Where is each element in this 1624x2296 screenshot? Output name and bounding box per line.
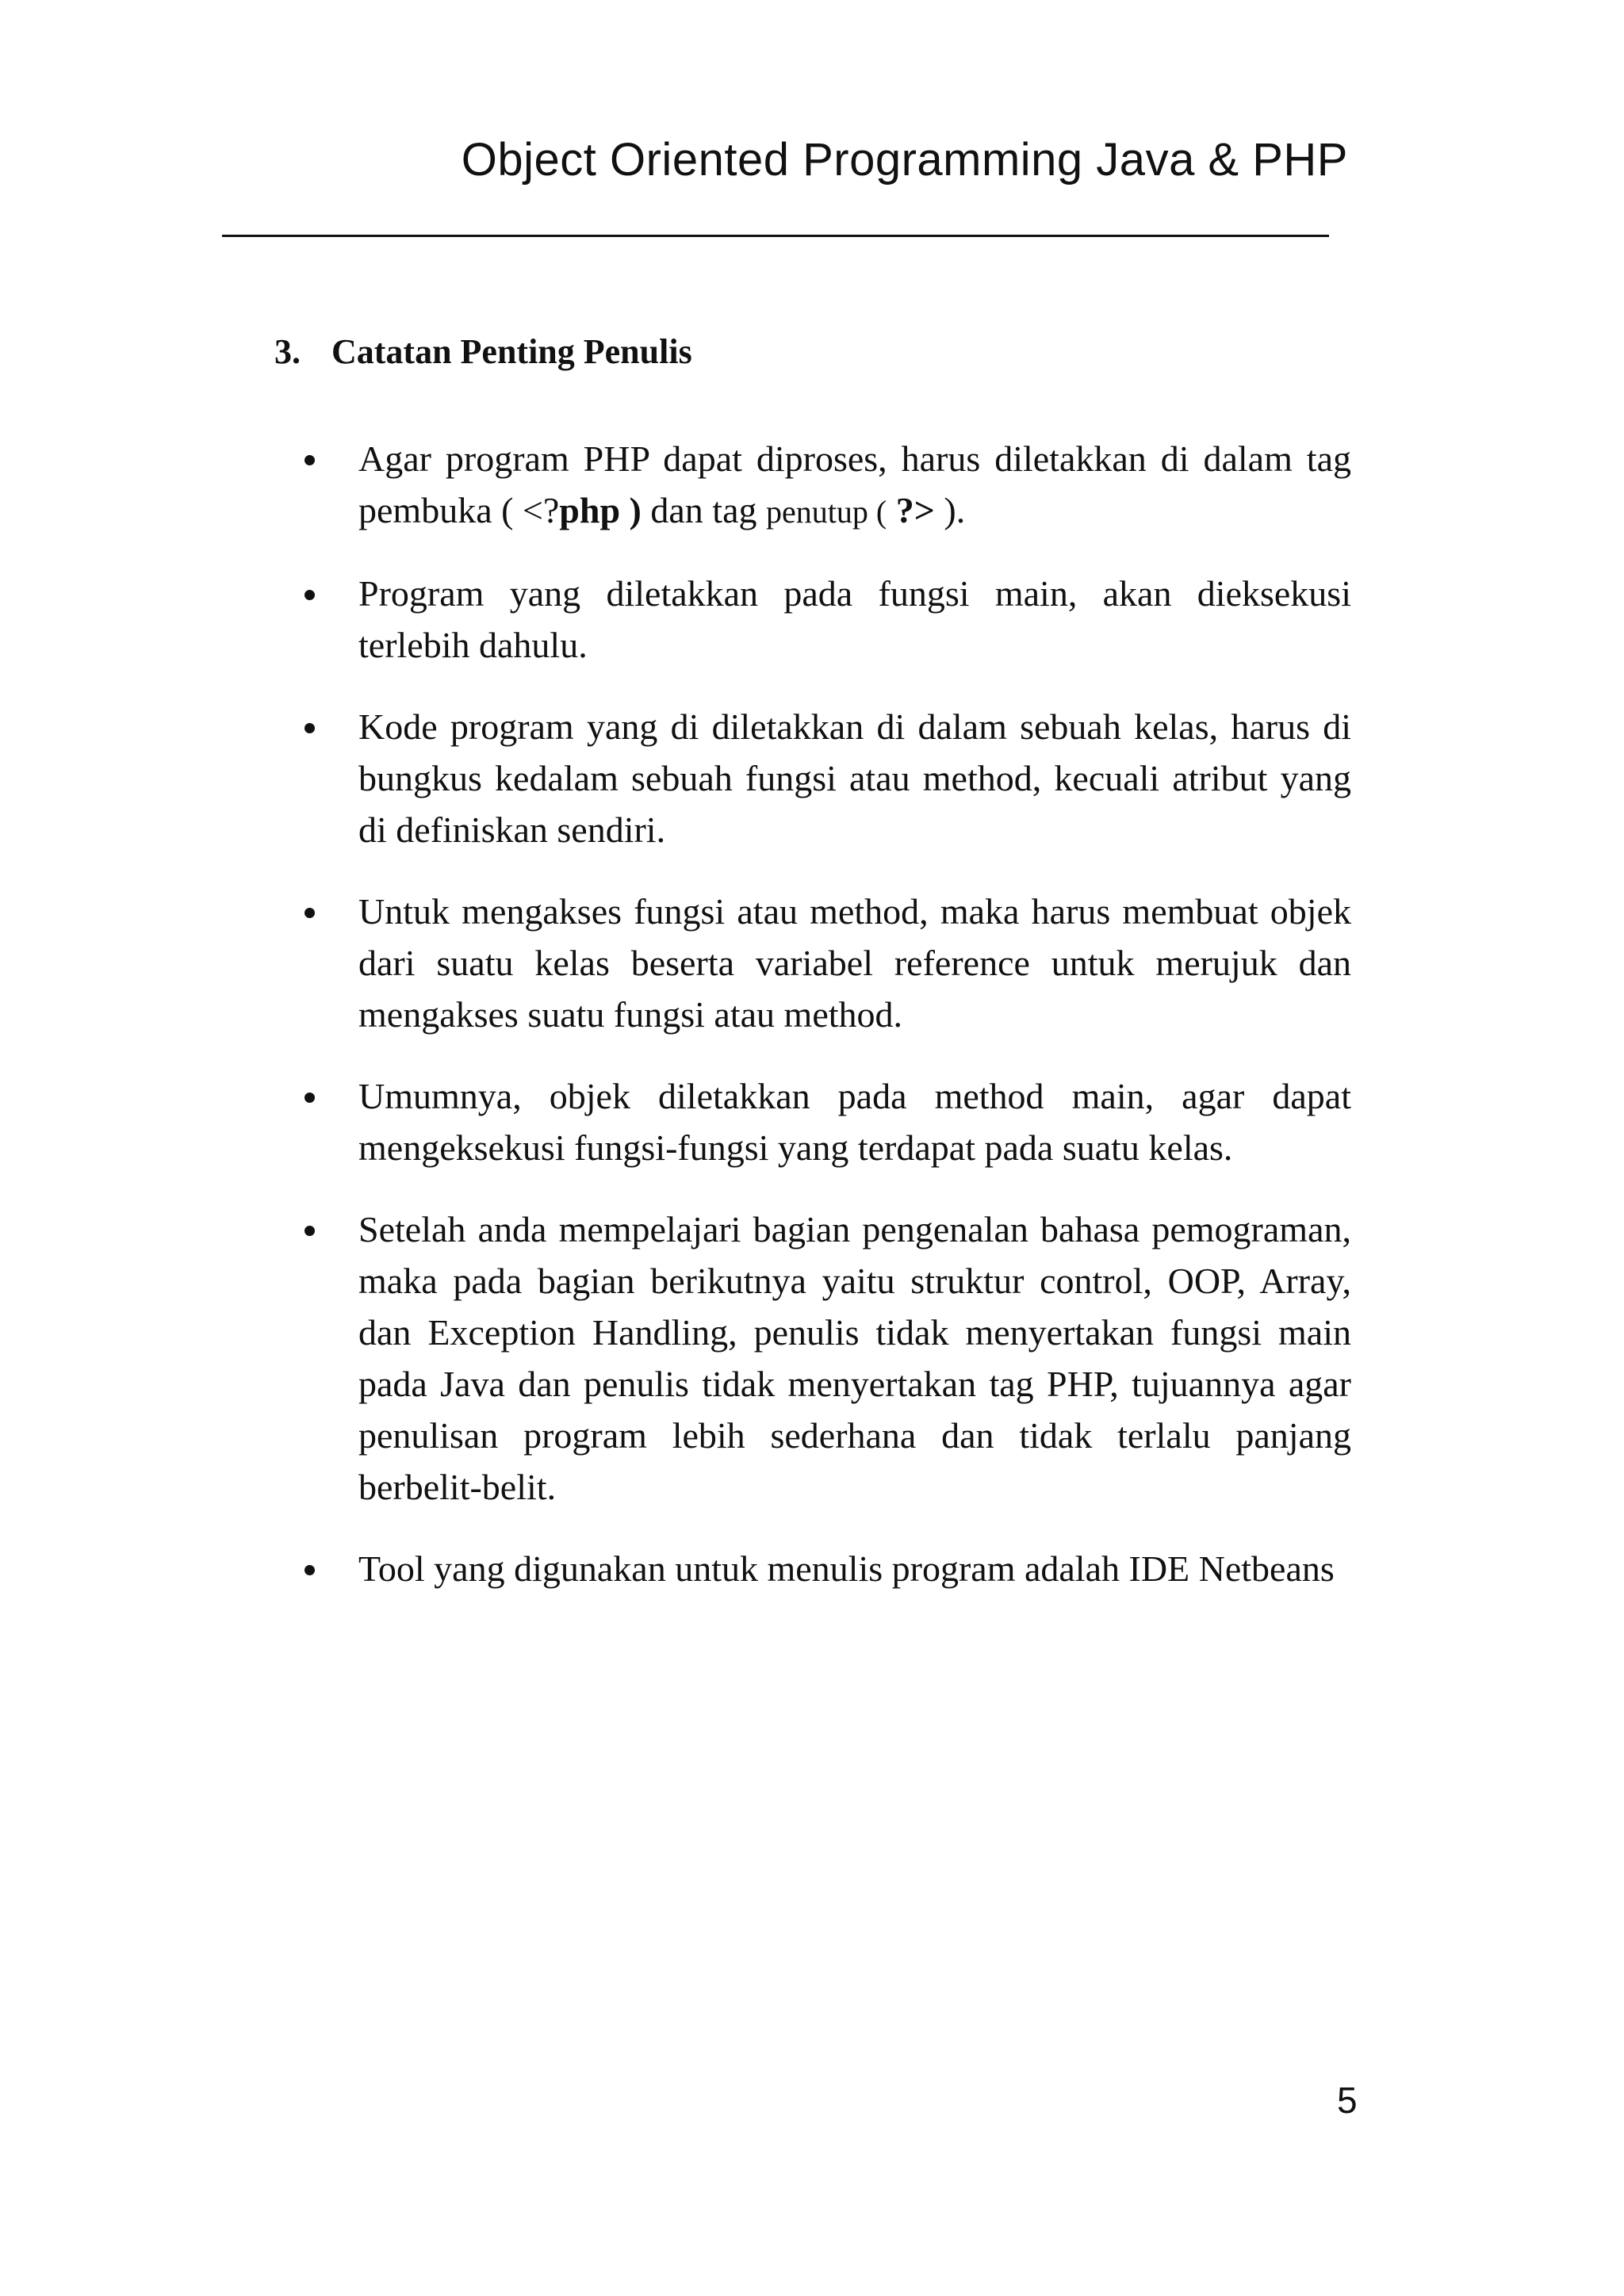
note-item [298, 1543, 1351, 1594]
bullet-icon [304, 723, 315, 733]
bullet-icon [304, 455, 315, 465]
note-text-part: penutup ( [766, 494, 887, 530]
note-text: Setelah anda mempelajari bagian pengenalan bahasa pemograman, maka pada bagian berikutnya yaitu struktur control, OOP, Array, dan Exception Handling, penulis tidak menyertakan fungsi main pada Java dan penulis tidak menyertakan tag PHP, tujuannya agar penulisan program lebih sederhana dan tidak terlalu panjang berbelit-belit. [358, 1209, 1351, 1507]
note-text-part: ). [934, 490, 966, 530]
page-number: 5 [1337, 2080, 1358, 2121]
note-text-part: dan tag [641, 490, 766, 530]
note-item [298, 1070, 1351, 1173]
note-text: Program yang diletakkan pada fungsi main, akan dieksekusi terlebih dahulu. [358, 573, 1351, 665]
php-close-tag: ?> [887, 490, 935, 530]
note-text: Kode program yang di diletakkan di dalam sebuah kelas, harus di bungkus kedalam sebuah fungsi atau method, kecuali atribut yang di definiskan sendiri. [358, 706, 1351, 850]
note-item [298, 433, 1351, 538]
note-text: Umumnya, objek diletakkan pada method main, agar dapat mengeksekusi fungsi-fungsi yang terdapat pada suatu kelas. [358, 1076, 1351, 1168]
note-item [298, 701, 1351, 855]
note-text: Tool yang digunakan untuk menulis program adalah IDE Netbeans [358, 1548, 1335, 1589]
note-text: Untuk mengakses fungsi atau method, maka harus membuat objek dari suatu kelas beserta variabel reference untuk merujuk dan mengakses suatu fungsi atau method. [358, 891, 1351, 1035]
header-rule [222, 235, 1329, 237]
section-number: 3. [274, 332, 301, 371]
note-item [298, 1203, 1351, 1513]
bullet-icon [304, 1226, 315, 1236]
bullet-icon [304, 1565, 315, 1575]
bullet-icon [304, 590, 315, 600]
bullet-icon [304, 1093, 315, 1103]
note-item [298, 886, 1351, 1040]
bullet-icon [304, 908, 315, 918]
running-header: Object Oriented Programming Java & PHP [461, 134, 1348, 186]
notes-list [298, 433, 1351, 1624]
section-title: Catatan Penting Penulis [331, 332, 692, 371]
note-item [298, 568, 1351, 671]
section-heading [274, 331, 692, 372]
note-text-part: Agar program PHP dapat diproses, harus diletakkan di dalam tag pembuka ( <? [358, 438, 1351, 530]
php-open-tag: php ) [559, 490, 642, 530]
